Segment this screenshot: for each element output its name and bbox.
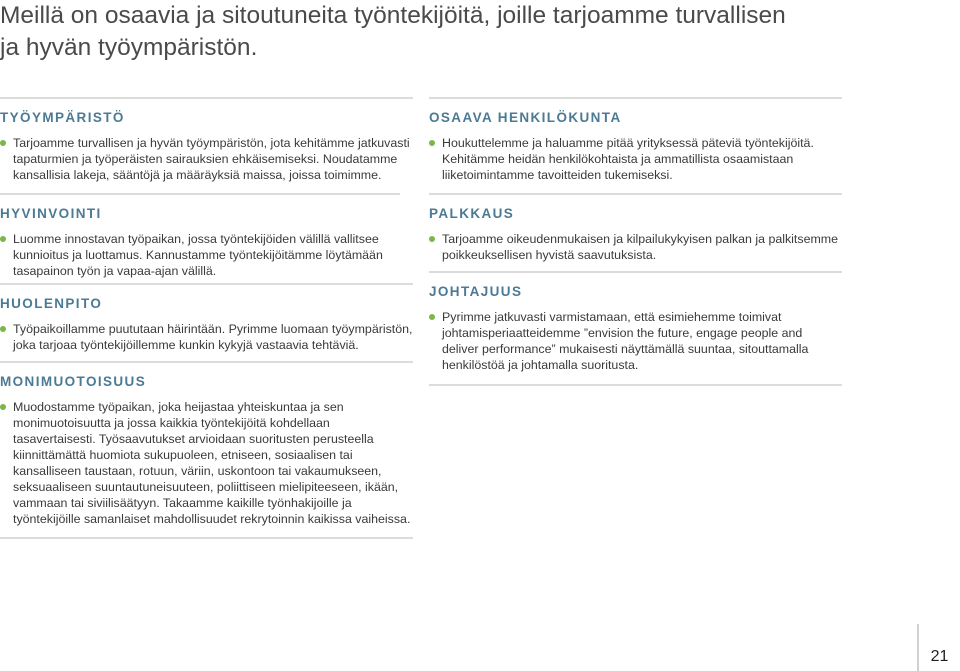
item-text: Pyrimme jatkuvasti varmistamaan, että esimiehemme toimivat johtamisperiaatteidemme ”envision the future, engage people and deliver performance” mukaisesti näyttämällä suuntaa, sitouttamalla henkilöstöä ja johtamalla suoritusta.	[442, 310, 809, 372]
bullet-item	[0, 399, 413, 527]
bullet-icon	[0, 236, 6, 242]
section-divider	[429, 193, 842, 195]
section-heading: MONIMUOTOISUUS	[0, 374, 147, 389]
section-huolenpito	[0, 283, 413, 353]
bullet-icon	[429, 236, 435, 242]
section-johtajuus	[429, 271, 842, 386]
item-text: Tarjoamme oikeudenmukaisen ja kilpailukykyisen palkan ja palkitsemme poikkeuksellisen hyvistä saavutuksista.	[442, 232, 838, 262]
item-text: Muodostamme työpaikan, joka heijastaa yhteiskuntaa ja sen monimuotoisuutta ja jossa kaikkia työntekijöitä kohdellaan tasavertaisesti. Työsaavutukset arvioidaan suoritusten perusteella kiinnittämättä huomiota sukupuoleen, etniseen, sosiaalisen tai kansalliseen taustaan, rotuun, väriin, uskontoon tai vakaumukseen, seksuaaliseen suuntautuneisuuteen, poliittiseen mielipiteeseen, ikään, vammaan tai siviilisäätyyn. Takaamme kaikille työnhakijoille ja työntekijöille samanlaiset mahdollisuudet rekrytoinnin kaikissa vaiheissa.	[13, 400, 411, 526]
bullet-icon	[429, 140, 435, 146]
section-divider	[0, 361, 413, 363]
bullet-item	[429, 231, 842, 263]
bullet-item	[0, 321, 413, 353]
section-heading: JOHTAJUUS	[429, 284, 523, 299]
item-text: Luomme innostavan työpaikan, jossa työntekijöiden välillä vallitsee kunnioitus ja luottamus. Kannustamme työntekijöitämme löytämään tasapainon työn ja vapaa-ajan välillä.	[13, 232, 383, 278]
section-palkkaus	[429, 193, 842, 263]
section-osaava-henkilokunta	[429, 97, 842, 183]
section-divider-bottom	[0, 537, 413, 539]
page-number: 21	[930, 648, 949, 665]
section-divider-end	[429, 384, 842, 386]
item-text: Houkuttelemme ja haluamme pitää yrityksessä päteviä työntekijöitä. Kehitämme heidän henkilökohtaista ja ammatillista osaamistaan liiketoimintamme tavoitteiden tukemiseksi.	[442, 136, 814, 182]
item-text: Tarjoamme turvallisen ja hyvän työympäristön, jota kehitämme jatkuvasti tapaturmien ja työperäisten sairauksien ehkäisemiseksi. Noudatamme kansallisia lakeja, sääntöjä ja määräyksiä maissa, joissa toimimme.	[13, 136, 410, 182]
section-hyvinvointi	[0, 193, 400, 279]
section-divider	[429, 97, 842, 99]
section-heading: TYÖYMPÄRISTÖ	[0, 110, 125, 125]
section-divider	[0, 283, 413, 285]
section-tyoymparisto	[0, 97, 413, 183]
section-heading: HUOLENPITO	[0, 296, 103, 311]
bullet-icon	[429, 314, 435, 320]
item-text: Työpaikoillamme puututaan häirintään. Pyrimme luomaan työympäristön, joka tarjoaa työntekijöillemme kunkin kykyjä vastaavia tehtäviä.	[13, 322, 413, 352]
section-monimuotoisuus	[0, 361, 413, 527]
section-divider	[0, 97, 413, 99]
section-divider	[429, 271, 842, 273]
bullet-icon	[0, 140, 6, 146]
section-heading: OSAAVA HENKILÖKUNTA	[429, 110, 622, 125]
bullet-icon	[0, 326, 6, 332]
bullet-item	[429, 135, 842, 183]
section-heading: HYVINVOINTI	[0, 206, 102, 221]
bullet-item	[0, 231, 400, 279]
page-number-box	[917, 624, 960, 671]
bullet-item	[0, 135, 413, 183]
bullet-icon	[0, 404, 6, 410]
page-title: Meillä on osaavia ja sitoutuneita työntekijöitä, joille tarjoamme turvallisen ja hyvän työympäristön.	[0, 2, 786, 61]
section-divider	[0, 193, 400, 195]
bullet-item	[429, 309, 842, 373]
section-heading: PALKKAUS	[429, 206, 515, 221]
